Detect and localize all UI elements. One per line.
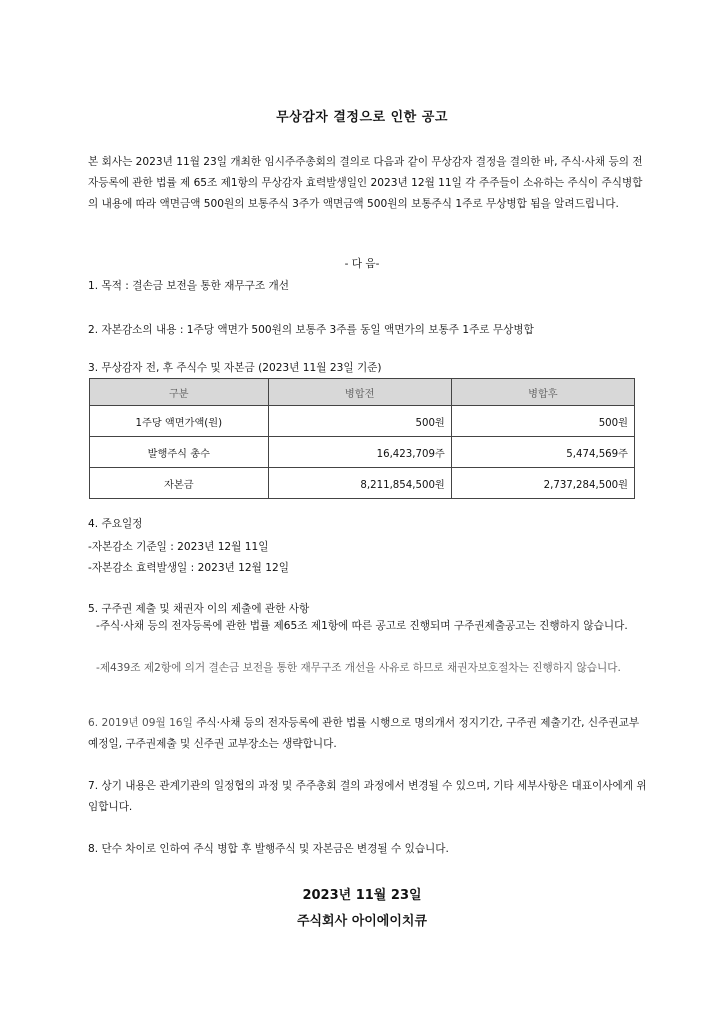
after-value: 5,474,569주 — [451, 437, 634, 468]
schedule-effective-date: -자본감소 효력발생일 : 2023년 12월 12일 — [88, 562, 289, 574]
item-6-prefix: 6. 2019년 09월 16일 — [88, 717, 197, 729]
row-label: 발행주식 총수 — [90, 437, 269, 468]
row-label: 1주당 액면가액(원) — [90, 406, 269, 437]
intro-paragraph: 본 회사는 2023년 11월 23일 개최한 임시주주총회의 결의로 다음과 같이 무상감자 결정을 결의한 바, 주식·사채 등의 전자등록에 관한 법률 제 65조 제1항의 무상감자 효력발생일인 2023년 12월 11일 각 주주들이 소유하는 주식이 주식병합의 내용에 따라 액면금액 500원의 보통주식 3주가 액면금액 500원의 보통주식 1주로 무상병합 됨을 알려드립니다. — [88, 156, 643, 210]
item-6-text: 주식·사채 등의 전자등록에 관한 법률 시행으로 명의개서 정지기간, 구주권 제출기간, 신주권교부예정일, 구주권제출 및 신주권 교부장소는 생략합니다. — [88, 717, 640, 750]
item-1-purpose: 1. 목적 : 결손금 보전을 통한 재무구조 개선 — [88, 280, 289, 292]
footer-date: 2023년 11월 23일 — [302, 888, 422, 903]
before-value: 16,423,709주 — [268, 437, 451, 468]
item-2-reduction-content: 2. 자본감소의 내용 : 1주당 액면가 500원의 보통주 3주를 동일 액면가의 보통주 1주로 무상병합 — [88, 324, 534, 336]
after-value: 2,737,284,500원 — [451, 468, 634, 499]
header-category: 구분 — [90, 379, 269, 406]
after-value: 500원 — [451, 406, 634, 437]
schedule-base-date: -자본감소 기준일 : 2023년 12월 11일 — [88, 541, 269, 553]
item-6-paragraph — [88, 713, 648, 755]
table-header-row — [90, 379, 635, 406]
item-5-creditor-note: -제439조 제2항에 의거 결손금 보전을 통한 재무구조 개선을 사유로 하므로 채권자보호절차는 진행하지 않습니다. — [96, 662, 621, 674]
company-name: 주식회사 아이에이치큐 — [296, 914, 428, 929]
header-after-merge: 병합후 — [451, 379, 634, 406]
item-4-heading: 4. 주요일정 — [88, 518, 143, 530]
notice-title: 무상감자 결정으로 인한 공고 — [276, 110, 448, 125]
item-7-paragraph: 7. 상기 내용은 관계기관의 일정협의 과정 및 주주총회 결의 과정에서 변경될 수 있으며, 기타 세부사항은 대표이사에게 위임합니다. — [88, 780, 647, 813]
item-3-heading: 3. 무상감자 전, 후 주식수 및 자본금 (2023년 11월 23일 기준) — [88, 362, 382, 374]
separator-text: - 다 음- — [344, 258, 380, 270]
capital-table — [89, 378, 635, 499]
item-8-paragraph: 8. 단수 차이로 인하여 주식 병합 후 발행주식 및 자본금은 변경될 수 있습니다. — [88, 843, 449, 855]
table-row — [90, 437, 635, 468]
table-row — [90, 468, 635, 499]
item-5-heading: 5. 구주권 제출 및 채권자 이의 제출에 관한 사항 — [88, 603, 310, 615]
header-before-merge: 병합전 — [268, 379, 451, 406]
before-value: 500원 — [268, 406, 451, 437]
item-5-share-certificate-note: -주식·사채 등의 전자등록에 관한 법률 제65조 제1항에 따른 공고로 진행되며 구주권제출공고는 진행하지 않습니다. — [96, 620, 628, 632]
row-label: 자본금 — [90, 468, 269, 499]
table-row — [90, 406, 635, 437]
before-value: 8,211,854,500원 — [268, 468, 451, 499]
